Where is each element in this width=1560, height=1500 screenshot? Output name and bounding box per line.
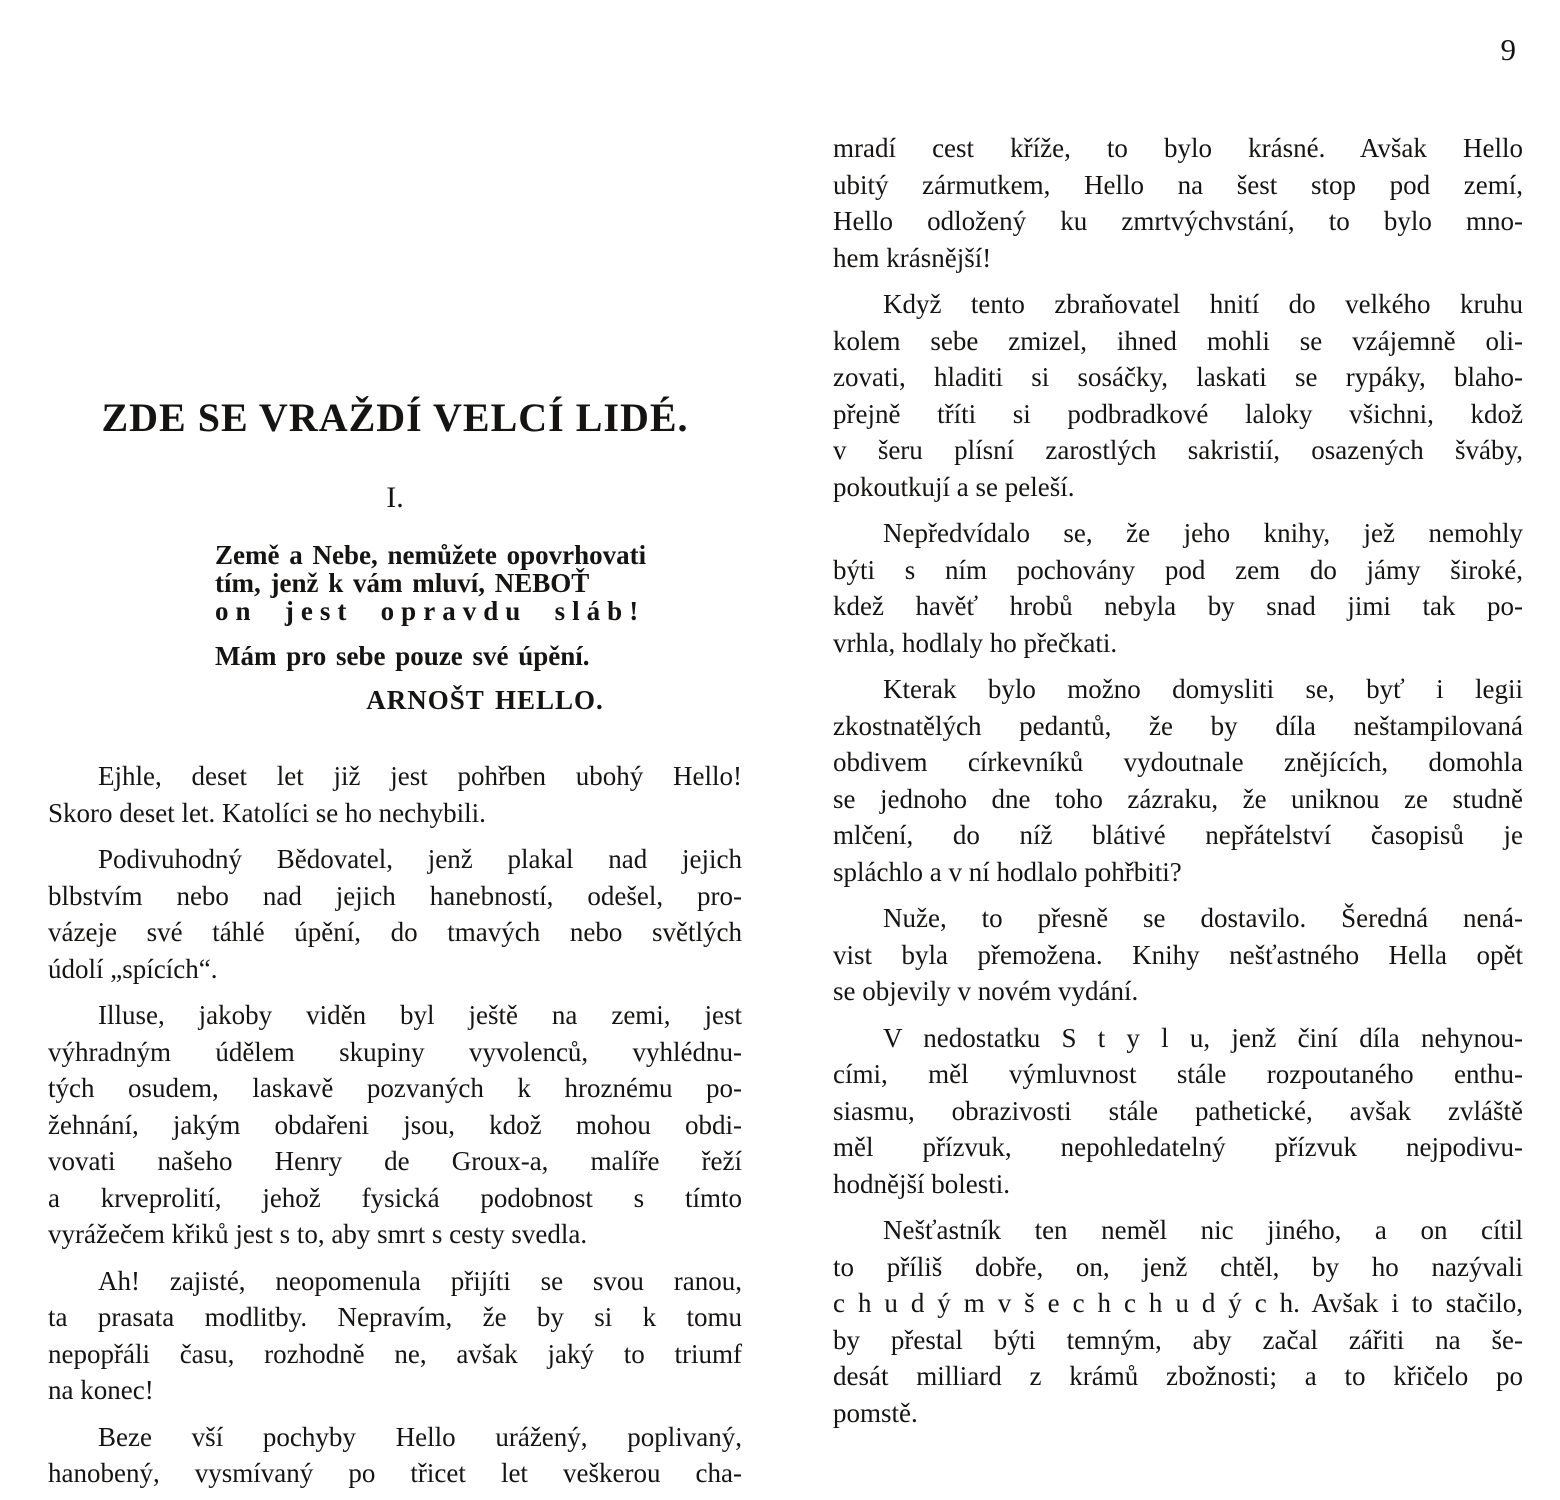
paragraph xyxy=(48,758,742,831)
text-line: V nedostatku S t y l u, jenž činí díla nehynou- xyxy=(883,1022,1523,1053)
text-line: c h u d ý m v š e c h c h u d ý c h. Avšak i to stačilo, xyxy=(833,1288,1523,1318)
page-number: 9 xyxy=(1500,32,1516,67)
text-line: Nešťastník ten neměl nic jiného, a on cítil xyxy=(883,1215,1523,1245)
paragraph xyxy=(48,1263,742,1409)
paragraph xyxy=(833,1212,1523,1431)
text-line: se objevily v novém vydání. xyxy=(833,976,1139,1006)
text-line: kdež havěť hrobů nebyla by snad jimi tak po- xyxy=(833,591,1523,621)
text-line: vovati našeho Henry de Groux-a, malíře řeží xyxy=(48,1146,742,1176)
text-line: Nepředvídalo se, že jeho knihy, jež nemohly xyxy=(883,518,1523,548)
text-line: Když tento zbraňovatel hnití do velkého kruhu xyxy=(883,289,1523,319)
text-line: ubitý zármutkem, Hello na šest stop pod zemí, xyxy=(833,169,1523,200)
text-line: hodnější bolesti. xyxy=(833,1168,1010,1199)
text-line: ta prasata modlitby. Nepravím, že by si k tomu xyxy=(48,1302,742,1332)
text-line: zovati, hladiti si sosáčky, laskati se rypáky, blaho- xyxy=(833,362,1523,392)
text-line: zkostnatělých pedantů, že by díla neštampilovaná xyxy=(833,710,1523,741)
text-line: na konec! xyxy=(48,1375,154,1405)
text-line: a krveprolití, jehož fysická podobnost s tímto xyxy=(48,1182,742,1213)
section-number: I. xyxy=(386,481,404,514)
text-line: desát milliard z krámů zbožnosti; a to křičelo po xyxy=(833,1361,1523,1391)
paragraph xyxy=(48,997,742,1253)
epigraph-line: Země a Nebe, nemůžete opovrhovati xyxy=(215,540,647,570)
paragraph xyxy=(833,515,1523,661)
text-line: mradí cest kříže, to bylo krásné. Avšak Hello xyxy=(833,133,1523,163)
text-line: vist byla přemožena. Knihy nešťastného Hella opět xyxy=(833,939,1523,970)
text-line: pokoutkují a se peleší. xyxy=(833,471,1075,502)
paragraph xyxy=(48,841,742,987)
text-line: v šeru plísní zarostlých sakristií, osazených šváby, xyxy=(833,435,1523,465)
epigraph-line: on jest opravdu sláb! xyxy=(215,596,646,626)
epigraph xyxy=(215,541,755,714)
text-line: Hello odložený ku zmrtvýchvstání, to bylo mno- xyxy=(833,206,1523,236)
epigraph-attribution: ARNOŠT HELLO. xyxy=(366,685,604,715)
text-line: Podivuhodný Bědovatel, jenž plakal nad jejich xyxy=(98,844,742,874)
text-line: vyrážečem křiků jest s to, aby smrt s cesty svedla. xyxy=(48,1219,588,1249)
paragraph xyxy=(48,1419,742,1492)
text-line: tých osudem, laskavě pozvaných k hroznému po- xyxy=(48,1073,742,1103)
paragraph xyxy=(833,671,1523,890)
paragraph xyxy=(833,900,1523,1010)
paragraph xyxy=(833,1020,1523,1203)
text-line: měl přízvuk, nepohledatelný přízvuk nejpodivu- xyxy=(833,1132,1523,1162)
text-line: siasmu, obrazivosti stále pathetické, avšak zvláště xyxy=(833,1095,1523,1126)
text-line: pomstě. xyxy=(833,1397,918,1428)
text-line: údolí „spících“. xyxy=(48,953,218,984)
epigraph-line: Mám pro sebe pouze své úpění. xyxy=(215,641,590,671)
text-line: vázeje své táhlé úpění, do tmavých nebo světlých xyxy=(48,917,742,947)
text-line: se jednoho dne toho zázraku, že uniknou ze studně xyxy=(833,783,1523,814)
text-line: Ah! zajisté, neopomenula přijíti se svou ranou, xyxy=(98,1265,742,1296)
text-line: Ejhle, deset let již jest pohřben ubohý Hello! xyxy=(98,761,742,791)
text-line: býti s ním pochovány pod zem do jámy široké, xyxy=(833,554,1523,585)
text-line: mlčení, do níž blátivé nepřátelství časopisů je xyxy=(833,820,1523,850)
text-line: nepopřáli času, rozhodně ne, avšak jaký to triumf xyxy=(48,1338,742,1369)
paragraph xyxy=(833,130,1523,276)
text-line: spláchlo a v ní hodlalo pohřbiti? xyxy=(833,856,1182,887)
text-line: Illuse, jakoby viděn byl ještě na zemi, jest xyxy=(98,1000,742,1030)
text-line: přejně tříti si podbradkové laloky všichni, kdož xyxy=(833,398,1523,429)
text-line: Kterak bylo možno domysliti se, byť i legii xyxy=(883,674,1523,704)
text-line: Beze vší pochyby Hello urážený, poplivaný, xyxy=(98,1421,742,1452)
epigraph-line: tím, jenž k vám mluví, NEBOŤ xyxy=(215,568,590,598)
text-line: výhradným údělem skupiny vyvolenců, vyhlédnu- xyxy=(48,1036,742,1067)
text-line: žehnání, jakým obdařeni jsou, kdož mohou obdi- xyxy=(48,1109,742,1140)
text-line: obdivem církevníků vydoutnale znějících, domohla xyxy=(833,747,1523,777)
chapter-title: ZDE SE VRAŽDÍ VELCÍ LIDÉ. xyxy=(101,395,689,440)
text-line: by přestal býti temným, aby začal zářiti na še- xyxy=(833,1324,1523,1355)
text-line: hanobený, vysmívaný po třicet let veškerou cha- xyxy=(48,1458,742,1488)
paragraph xyxy=(833,286,1523,505)
text-line: kolem sebe zmizel, ihned mohli se vzájemně oli- xyxy=(833,325,1523,356)
right-column xyxy=(833,130,1523,1441)
text-line: vrhla, hodlaly ho přečkati. xyxy=(833,627,1118,658)
left-column-text xyxy=(48,758,742,1500)
text-line: blbstvím nebo nad jejich hanebností, odešel, pro- xyxy=(48,880,742,911)
text-line: cími, měl výmluvnost stále rozpoutaného enthu- xyxy=(833,1059,1523,1089)
text-line: to příliš dobře, on, jenž chtěl, by ho nazývali xyxy=(833,1251,1523,1282)
text-line: Nuže, to přesně se dostavilo. Šeredná nená- xyxy=(883,903,1523,933)
text-line: Skoro deset let. Katolíci se ho nechybili. xyxy=(48,797,486,828)
text-line: hem krásnější! xyxy=(833,242,992,273)
